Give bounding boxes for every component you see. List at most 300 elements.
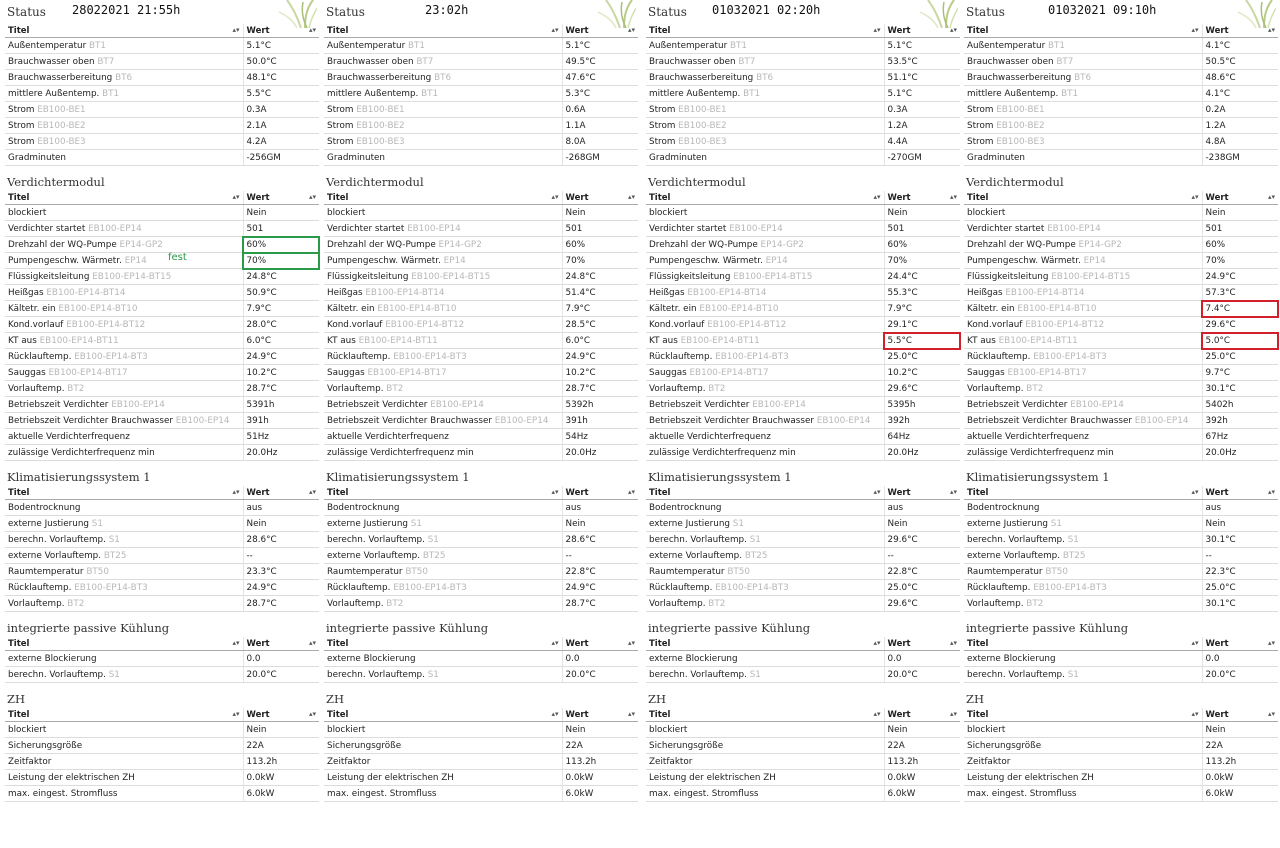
sensor-code: BT1: [743, 88, 761, 99]
row-label: Betriebszeit Verdichter Brauchwasser: [8, 415, 173, 426]
sort-arrows-icon[interactable]: ▴▾: [232, 192, 240, 201]
sort-arrows-icon[interactable]: ▴▾: [232, 638, 240, 647]
sort-arrows-icon[interactable]: ▴▾: [551, 25, 559, 34]
row-title: [646, 413, 884, 429]
row-title: [646, 333, 884, 349]
wert-column-header[interactable]: Wert ▴▾: [562, 486, 638, 500]
titel-column-header[interactable]: Titel ▴▾: [5, 637, 243, 651]
row-value: 29.1°C: [884, 317, 960, 333]
table-row: [5, 253, 319, 269]
row-title: [964, 333, 1202, 349]
sensor-code: EB100-BE1: [678, 104, 727, 115]
row-value: 49.5°C: [562, 54, 638, 70]
table-row: [964, 102, 1278, 118]
row-title: [324, 786, 562, 802]
sensor-code: BT1: [1048, 40, 1066, 51]
row-value: 60%: [243, 237, 319, 253]
row-title: [5, 786, 243, 802]
row-label: Sauggas: [967, 367, 1005, 378]
wert-column-header[interactable]: Wert ▴▾: [884, 637, 960, 651]
row-title: [5, 221, 243, 237]
klimatisierungssystem-table: [5, 486, 319, 612]
row-label: Vorlauftemp.: [649, 383, 706, 394]
row-title: [324, 253, 562, 269]
sensor-code: BT25: [1062, 550, 1086, 561]
sort-arrows-icon[interactable]: ▴▾: [308, 192, 316, 201]
row-title: [5, 397, 243, 413]
table-row: [964, 429, 1278, 445]
wert-column-header[interactable]: Wert ▴▾: [1202, 486, 1278, 500]
row-label: Strom: [8, 120, 35, 131]
row-label: blockiert: [967, 724, 1006, 735]
row-title: [964, 86, 1202, 102]
row-value: 24.9°C: [243, 580, 319, 596]
sort-arrows-icon[interactable]: ▴▾: [232, 25, 240, 34]
sort-arrows-icon[interactable]: ▴▾: [551, 709, 559, 718]
wert-column-header[interactable]: Wert ▴▾: [243, 486, 319, 500]
table-header-row: [324, 708, 638, 722]
row-label: Strom: [327, 120, 354, 131]
row-value: 24.4°C: [884, 269, 960, 285]
titel-column-header[interactable]: Titel ▴▾: [964, 486, 1202, 500]
table-row: [324, 429, 638, 445]
sort-arrows-icon[interactable]: ▴▾: [627, 25, 635, 34]
row-value: 0.0: [1202, 651, 1278, 667]
row-value: 70%: [1202, 253, 1278, 269]
row-label: Kond.vorlauf: [8, 319, 64, 330]
sort-arrows-icon[interactable]: ▴▾: [627, 709, 635, 718]
sort-arrows-icon[interactable]: ▴▾: [551, 487, 559, 496]
sensor-code: EB100-EP14-BT10: [377, 303, 457, 314]
row-label: KT aus: [327, 335, 356, 346]
sort-arrows-icon[interactable]: ▴▾: [1191, 25, 1199, 34]
sort-arrows-icon[interactable]: ▴▾: [949, 638, 957, 647]
row-label: Brauchwasserbereitung: [967, 72, 1072, 83]
row-value: -270GM: [884, 150, 960, 166]
sensor-code: S1: [108, 669, 120, 680]
wert-column-header[interactable]: Wert ▴▾: [243, 24, 319, 38]
sensor-code: BT2: [67, 383, 85, 394]
status-title: Status: [326, 5, 365, 19]
row-value: 28.5°C: [562, 317, 638, 333]
row-label: Heißgas: [649, 287, 685, 298]
row-label: Raumtemperatur: [967, 566, 1043, 577]
row-value: 20.0Hz: [243, 445, 319, 461]
titel-column-header[interactable]: Titel ▴▾: [646, 486, 884, 500]
row-value: 5402h: [1202, 397, 1278, 413]
klimatisierungssystem-table: [964, 486, 1278, 612]
sort-arrows-icon[interactable]: ▴▾: [308, 25, 316, 34]
sensor-code: BT1: [730, 40, 748, 51]
row-label: blockiert: [8, 207, 47, 218]
row-value: 4.1°C: [1202, 38, 1278, 54]
titel-column-header[interactable]: Titel ▴▾: [646, 637, 884, 651]
row-value: 6.0°C: [562, 333, 638, 349]
sensor-code: BT6: [115, 72, 133, 83]
sort-arrows-icon[interactable]: ▴▾: [627, 487, 635, 496]
wert-column-header[interactable]: Wert ▴▾: [243, 708, 319, 722]
verdichtermodul-title: Verdichtermodul: [648, 175, 746, 189]
row-label: KT aus: [967, 335, 996, 346]
row-title: [324, 548, 562, 564]
row-label: berechn. Vorlauftemp.: [327, 534, 425, 545]
table-row: [324, 500, 638, 516]
table-row: [5, 54, 319, 70]
titel-column-header[interactable]: Titel ▴▾: [324, 24, 562, 38]
wert-column-header[interactable]: Wert ▴▾: [884, 486, 960, 500]
sort-arrows-icon[interactable]: ▴▾: [949, 25, 957, 34]
wert-column-header[interactable]: Wert ▴▾: [1202, 708, 1278, 722]
status-table: [646, 24, 960, 166]
row-title: [964, 102, 1202, 118]
row-label: Vorlauftemp.: [967, 383, 1024, 394]
row-value: 9.7°C: [1202, 365, 1278, 381]
wert-column-header[interactable]: Wert ▴▾: [1202, 637, 1278, 651]
table-row: [964, 70, 1278, 86]
table-row: [964, 349, 1278, 365]
wert-column-header[interactable]: Wert ▴▾: [562, 191, 638, 205]
row-title: [5, 413, 243, 429]
table-row: [5, 770, 319, 786]
row-value: 29.6°C: [884, 596, 960, 612]
status-table: [324, 24, 638, 166]
sort-arrows-icon[interactable]: ▴▾: [873, 638, 881, 647]
sort-arrows-icon[interactable]: ▴▾: [873, 25, 881, 34]
row-title: [646, 532, 884, 548]
sensor-code: EB100-EP14-BT3: [1033, 351, 1107, 362]
row-title: [646, 500, 884, 516]
row-title: [646, 381, 884, 397]
row-value: --: [243, 548, 319, 564]
row-value: 60%: [1202, 237, 1278, 253]
sensor-code: EB100-EP14-BT3: [715, 582, 789, 593]
row-label: Bodentrocknung: [967, 502, 1040, 513]
row-title: [5, 548, 243, 564]
sensor-code: BT1: [421, 88, 439, 99]
table-header-row: [5, 24, 319, 38]
wert-column-header[interactable]: Wert ▴▾: [1202, 24, 1278, 38]
wert-column-header[interactable]: Wert ▴▾: [562, 708, 638, 722]
sensor-code: EB100-BE2: [678, 120, 727, 131]
sort-arrows-icon[interactable]: ▴▾: [1267, 487, 1275, 496]
sensor-code: S1: [749, 534, 761, 545]
row-value: 20.0Hz: [562, 445, 638, 461]
row-value: 5.1°C: [884, 38, 960, 54]
sort-arrows-icon[interactable]: ▴▾: [1191, 487, 1199, 496]
table-row: [964, 580, 1278, 596]
row-title: [324, 349, 562, 365]
row-label: Zeitfaktor: [327, 756, 371, 767]
table-header-row: [964, 708, 1278, 722]
row-label: Strom: [8, 136, 35, 147]
row-title: [324, 738, 562, 754]
sensor-code: EB100-BE3: [996, 136, 1045, 147]
sensor-code: EB100-EP14-BT17: [689, 367, 769, 378]
table-row: [324, 397, 638, 413]
sensor-code: BT7: [97, 56, 115, 67]
sensor-code: BT25: [103, 550, 127, 561]
passive-kuehlung-table: [324, 637, 638, 683]
titel-column-header[interactable]: Titel ▴▾: [964, 24, 1202, 38]
row-label: Vorlauftemp.: [649, 598, 706, 609]
row-value: 28.7°C: [243, 596, 319, 612]
row-title: [646, 237, 884, 253]
sensor-code: BT2: [1026, 598, 1044, 609]
table-row: [324, 667, 638, 683]
titel-column-header[interactable]: Titel ▴▾: [964, 637, 1202, 651]
row-label: Bodentrocknung: [327, 502, 400, 513]
row-title: [5, 580, 243, 596]
sensor-code: EB100-EP14-BT12: [707, 319, 787, 330]
titel-column-header[interactable]: Titel ▴▾: [5, 486, 243, 500]
titel-column-header[interactable]: Titel ▴▾: [646, 191, 884, 205]
titel-column-header[interactable]: Titel ▴▾: [5, 191, 243, 205]
row-value: 1.1A: [562, 118, 638, 134]
status-header: [964, 0, 1278, 24]
sensor-code: EB100-EP14: [816, 415, 871, 426]
row-label: Rücklauftemp.: [649, 351, 713, 362]
table-row: [5, 150, 319, 166]
sensor-code: EB100-BE3: [37, 136, 86, 147]
table-row: [964, 86, 1278, 102]
sort-arrows-icon[interactable]: ▴▾: [308, 638, 316, 647]
titel-column-header[interactable]: Titel ▴▾: [646, 708, 884, 722]
table-row: [324, 70, 638, 86]
row-title: [964, 516, 1202, 532]
sensor-code: EP14: [443, 255, 466, 266]
status-header: [324, 0, 638, 24]
sensor-code: EB100-EP14: [752, 399, 806, 410]
row-title: [324, 150, 562, 166]
row-label: Außentemperatur: [649, 40, 728, 51]
sort-arrows-icon[interactable]: ▴▾: [1191, 192, 1199, 201]
row-value: --: [562, 548, 638, 564]
table-row: [646, 429, 960, 445]
row-title: [964, 651, 1202, 667]
row-value: 48.6°C: [1202, 70, 1278, 86]
verdichtermodul-table: [646, 191, 960, 461]
row-label: Heißgas: [327, 287, 363, 298]
row-label: Sicherungsgröße: [649, 740, 724, 751]
sort-arrows-icon[interactable]: ▴▾: [1267, 192, 1275, 201]
sort-arrows-icon[interactable]: ▴▾: [627, 192, 635, 201]
row-title: [964, 205, 1202, 221]
row-label: Sauggas: [327, 367, 365, 378]
sort-arrows-icon[interactable]: ▴▾: [308, 487, 316, 496]
row-label: Flüssigkeitsleitung: [967, 271, 1049, 282]
sort-arrows-icon[interactable]: ▴▾: [949, 487, 957, 496]
row-label: Betriebszeit Verdichter Brauchwasser: [967, 415, 1132, 426]
row-value: 28.7°C: [562, 596, 638, 612]
sensor-code: EB100-EP14-BT12: [385, 319, 465, 330]
row-value: 50.0°C: [243, 54, 319, 70]
row-title: [646, 38, 884, 54]
table-header-row: [5, 708, 319, 722]
row-value: 6.0°C: [243, 333, 319, 349]
titel-column-header[interactable]: Titel ▴▾: [5, 24, 243, 38]
row-title: [324, 221, 562, 237]
row-title: [964, 532, 1202, 548]
sort-arrows-icon[interactable]: ▴▾: [551, 638, 559, 647]
row-value: 28.0°C: [243, 317, 319, 333]
row-title: [324, 564, 562, 580]
table-header-row: [646, 191, 960, 205]
wert-column-header[interactable]: Wert ▴▾: [884, 191, 960, 205]
sort-arrows-icon[interactable]: ▴▾: [949, 192, 957, 201]
titel-column-header[interactable]: Titel ▴▾: [646, 24, 884, 38]
table-row: [5, 134, 319, 150]
row-title: [646, 221, 884, 237]
sensor-code: EB100-EP14-BT12: [1025, 319, 1105, 330]
row-title: [646, 86, 884, 102]
sort-arrows-icon[interactable]: ▴▾: [873, 192, 881, 201]
row-value: 391h: [562, 413, 638, 429]
table-row: [646, 667, 960, 683]
row-title: [964, 429, 1202, 445]
titel-column-header[interactable]: Titel ▴▾: [324, 708, 562, 722]
wert-column-header[interactable]: Wert ▴▾: [562, 24, 638, 38]
titel-column-header[interactable]: Titel ▴▾: [324, 486, 562, 500]
row-title: [646, 365, 884, 381]
sort-arrows-icon[interactable]: ▴▾: [627, 638, 635, 647]
row-label: externe Vorlauftemp.: [967, 550, 1061, 561]
sort-arrows-icon[interactable]: ▴▾: [1267, 709, 1275, 718]
row-title: [5, 237, 243, 253]
sensor-code: EB100-EP14: [1047, 223, 1101, 234]
table-row: [324, 253, 638, 269]
table-row: [5, 102, 319, 118]
table-row: [646, 349, 960, 365]
row-value: 24.8°C: [243, 269, 319, 285]
table-row: [646, 500, 960, 516]
row-label: zulässige Verdichterfrequenz min: [327, 447, 474, 458]
row-value: 0.2A: [1202, 102, 1278, 118]
passive-kuehlung-title: integrierte passive Kühlung: [648, 621, 811, 635]
sensor-code: S1: [427, 669, 439, 680]
row-label: Raumtemperatur: [649, 566, 725, 577]
verdichtermodul-table: [324, 191, 638, 461]
table-row: [646, 86, 960, 102]
wert-column-header[interactable]: Wert ▴▾: [243, 637, 319, 651]
row-label: berechn. Vorlauftemp.: [327, 669, 425, 680]
sensor-code: EB100-EP14-BT3: [393, 351, 467, 362]
row-label: Strom: [649, 104, 676, 115]
table-row: [646, 150, 960, 166]
sort-arrows-icon[interactable]: ▴▾: [1267, 25, 1275, 34]
row-value: 10.2°C: [562, 365, 638, 381]
titel-column-header[interactable]: Titel ▴▾: [324, 191, 562, 205]
table-row: [646, 38, 960, 54]
row-value: 29.6°C: [884, 381, 960, 397]
row-title: [646, 150, 884, 166]
sort-arrows-icon[interactable]: ▴▾: [551, 192, 559, 201]
table-row: [324, 333, 638, 349]
sort-arrows-icon[interactable]: ▴▾: [949, 709, 957, 718]
table-header-row: [324, 486, 638, 500]
row-value: 22.8°C: [562, 564, 638, 580]
row-label: blockiert: [967, 207, 1006, 218]
row-label: externe Vorlauftemp.: [649, 550, 743, 561]
row-value: 391h: [243, 413, 319, 429]
row-value: 5391h: [243, 397, 319, 413]
sensor-code: S1: [108, 534, 120, 545]
sort-arrows-icon[interactable]: ▴▾: [232, 709, 240, 718]
table-row: [646, 532, 960, 548]
wert-column-header[interactable]: Wert ▴▾: [243, 191, 319, 205]
table-row: [324, 86, 638, 102]
row-value: 28.7°C: [562, 381, 638, 397]
row-label: aktuelle Verdichterfrequenz: [327, 431, 449, 442]
row-value: 501: [1202, 221, 1278, 237]
row-label: Leistung der elektrischen ZH: [327, 772, 454, 783]
row-label: Vorlauftemp.: [967, 598, 1024, 609]
wert-column-header[interactable]: Wert ▴▾: [562, 637, 638, 651]
table-row: [964, 651, 1278, 667]
row-label: Brauchwasserbereitung: [649, 72, 754, 83]
wert-column-header[interactable]: Wert ▴▾: [1202, 191, 1278, 205]
row-label: Sicherungsgröße: [8, 740, 83, 751]
row-label: aktuelle Verdichterfrequenz: [649, 431, 771, 442]
titel-column-header[interactable]: Titel ▴▾: [5, 708, 243, 722]
row-value: -238GM: [1202, 150, 1278, 166]
table-row: [964, 786, 1278, 802]
row-label: Betriebszeit Verdichter Brauchwasser: [649, 415, 814, 426]
row-title: [324, 237, 562, 253]
table-row: [646, 445, 960, 461]
sort-arrows-icon[interactable]: ▴▾: [308, 709, 316, 718]
titel-column-header[interactable]: Titel ▴▾: [964, 708, 1202, 722]
table-row: [646, 70, 960, 86]
row-label: Sicherungsgröße: [967, 740, 1042, 751]
sensor-code: BT50: [1045, 566, 1068, 577]
row-title: [324, 54, 562, 70]
table-row: [324, 532, 638, 548]
row-value: 6.0kW: [1202, 786, 1278, 802]
sort-arrows-icon[interactable]: ▴▾: [1191, 638, 1199, 647]
row-value: 20.0°C: [562, 667, 638, 683]
titel-column-header[interactable]: Titel ▴▾: [324, 637, 562, 651]
row-label: Rücklauftemp.: [8, 351, 72, 362]
status-panel-3: [646, 0, 960, 802]
wert-column-header[interactable]: Wert ▴▾: [884, 708, 960, 722]
row-title: [964, 134, 1202, 150]
row-title: [964, 397, 1202, 413]
sort-arrows-icon[interactable]: ▴▾: [1191, 709, 1199, 718]
sensor-code: EB100-EP14-BT15: [733, 271, 813, 282]
row-label: Außentemperatur: [327, 40, 406, 51]
sort-arrows-icon[interactable]: ▴▾: [1267, 638, 1275, 647]
row-value: -268GM: [562, 150, 638, 166]
row-value: 7.9°C: [243, 301, 319, 317]
wert-column-header[interactable]: Wert ▴▾: [884, 24, 960, 38]
status-timestamp: 28022021 21:55h: [72, 3, 181, 17]
row-label: Vorlauftemp.: [8, 383, 65, 394]
row-value: 0.0: [562, 651, 638, 667]
titel-column-header[interactable]: Titel ▴▾: [964, 191, 1202, 205]
row-title: [964, 754, 1202, 770]
sensor-code: BT2: [708, 383, 726, 394]
row-value: 5.5°C: [884, 333, 960, 349]
row-label: Strom: [327, 136, 354, 147]
row-title: [5, 38, 243, 54]
sort-arrows-icon[interactable]: ▴▾: [873, 487, 881, 496]
row-value: 54Hz: [562, 429, 638, 445]
row-label: Strom: [967, 136, 994, 147]
sort-arrows-icon[interactable]: ▴▾: [232, 487, 240, 496]
verdichtermodul-title: Verdichtermodul: [7, 175, 105, 189]
status-timestamp: 01032021 09:10h: [1048, 3, 1157, 17]
sort-arrows-icon[interactable]: ▴▾: [873, 709, 881, 718]
